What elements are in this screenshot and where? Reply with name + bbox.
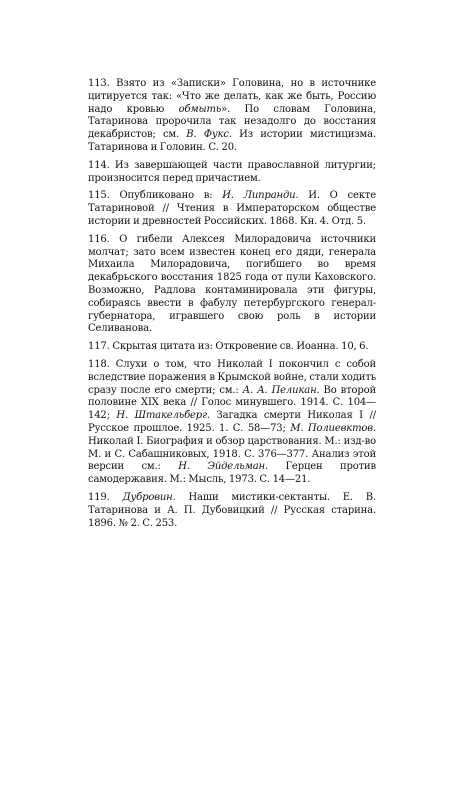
note-author: Н. Штакельберг. [116, 410, 210, 422]
note-text: ». По словам Головина, Татаринова пророчила так незадолго до восстания декабристов; см. [88, 103, 376, 141]
note-author: Дубровин. [122, 491, 176, 503]
endnote-114 [88, 160, 376, 186]
note-number: 114. [88, 159, 110, 171]
note-text: Наши мистики-сектанты. Е. В. Татаринова и А. П. Дубовицкий // Русская старина. 1896. № 2. С. 253. [88, 491, 376, 529]
note-number: 117. [88, 341, 110, 353]
note-number: 113. [88, 78, 110, 89]
note-author: А. А. Пеликан. [242, 384, 320, 396]
endnote-118 [88, 359, 376, 487]
note-text: Из завершающей части православной литургии; произносится перед причастием. [88, 159, 376, 184]
note-author: И. Липранди. [222, 190, 299, 202]
note-text: Взято из «Записки» Головина, но в источнике цитируется так: «Что же делать, как же быть, Россию надо кровью [88, 78, 376, 115]
note-text: Из истории мистицизма. Татаринова и Головин. С. 20. [88, 129, 376, 153]
note-text: Николай I. Биография и обзор царствования. М.: изд-во М. и С. Сабашниковых, 1918. С. 376—377. Анализ этой версии см.: [88, 435, 376, 473]
note-text: Опубликовано в: [119, 190, 223, 202]
note-text: О гибели Алексея Милорадовича источники молчат; зато всем известен конец его дяди, генерала Михаила Милорадовича, погибшего во время декабрьского восстания 1825 года от пули Каховского. Возможно, Радлова контаминировала эти фигуры, собираясь ввести в фабулу петербургского генерал-губернатора, игравшего свою роль в истории Селиванова. [88, 233, 376, 335]
note-text: И. О секте Татариновой // Чтения в Императорском обществе истории и древностей Российских. 1868. Кн. 4. Отд. 5. [88, 190, 376, 227]
note-text: Во второй половине XIX века // Голос минувшего. 1914. С. 104—142; [88, 384, 377, 422]
note-text: Загадка смерти Николая I // Русское прошлое. 1925. 1. С. 58—73; [88, 410, 376, 434]
endnote-116 [88, 234, 376, 336]
note-number: 115. [88, 190, 110, 202]
endnotes-list [88, 78, 376, 535]
note-text: Герцен против самодержавия. М.: Мысль, 1973. С. 14—21. [88, 461, 377, 486]
endnote-119 [88, 492, 376, 530]
endnote-117 [88, 341, 376, 354]
note-italic-word: обмыть [178, 103, 222, 115]
note-text: Слухи о том, что Николай I покончил с собой вследствие поражения в Крымской войне, стали ходить сразу после его смерти; см.: [88, 358, 376, 396]
note-number: 119. [88, 491, 110, 503]
note-number: 118. [88, 358, 110, 370]
note-author: М. Полиевктов. [290, 422, 376, 434]
endnote-113 [88, 78, 376, 155]
note-author: Н. Эйдельман. [178, 461, 268, 473]
note-author: В. Фукс. [186, 129, 232, 141]
note-number: 116. [88, 233, 110, 245]
endnote-115 [88, 190, 376, 228]
note-text: Скрытая цитата из: Откровение св. Иоанна. 10, 6. [112, 341, 369, 353]
